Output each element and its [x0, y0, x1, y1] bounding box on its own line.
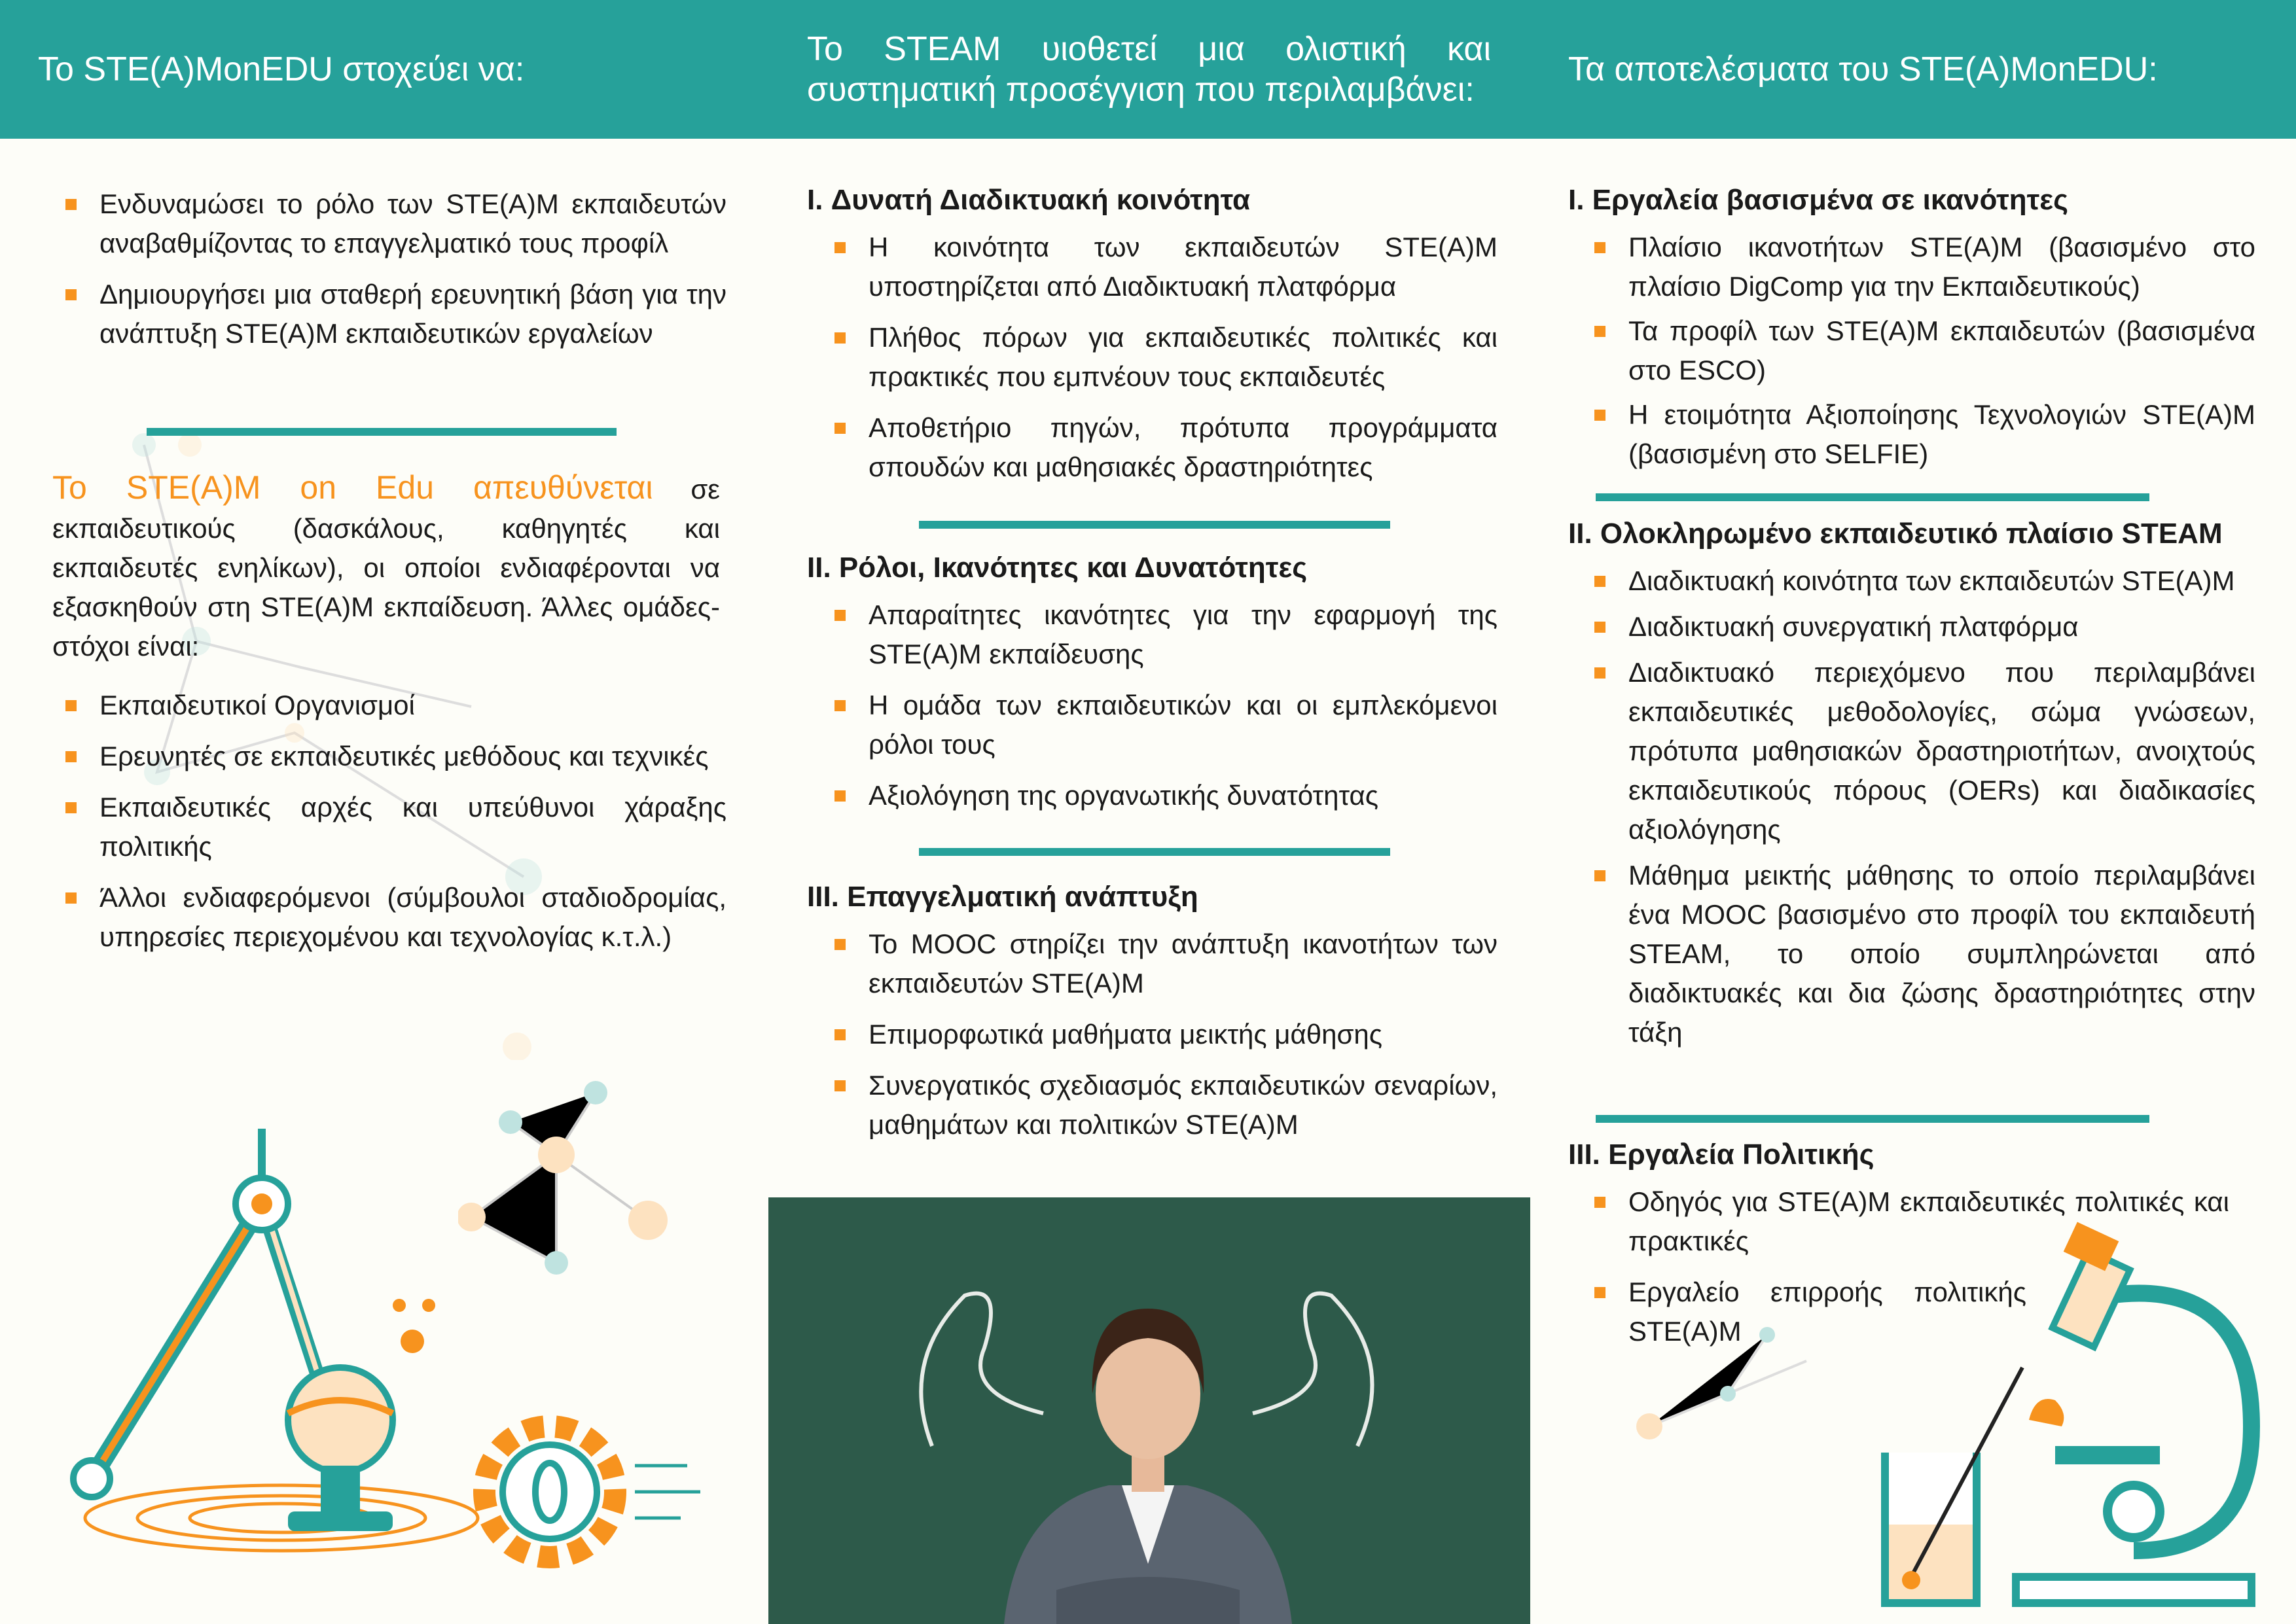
- list-item: Εκπαιδευτικοί Οργανισμοί: [65, 686, 726, 725]
- list-item: Διαδικτυακή κοινότητα των εκπαιδευτών STE(A)M: [1594, 561, 2255, 601]
- header-title: Το STE(A)MonEDU στοχεύει να:: [38, 50, 525, 88]
- list-item: Η ετοιμότητα Αξιοποίησης Τεχνολογιών STE(A)M (βασισμένη στο SELFIE): [1594, 395, 2255, 474]
- goals-list: [65, 185, 726, 365]
- section-title: III. Εργαλεία Πολιτικής: [1568, 1139, 1874, 1171]
- section-steam-framework: [1568, 514, 2255, 1064]
- audience-text: σε εκπαιδευτικούς (δασκάλους, καθηγητές και εκπαιδευτές ενηλίκων), οι οποίοι ενδιαφέρονται να εξασκηθούν στη STE(A)M εκπαίδευση. Άλλες ομάδες- στόχοι είναι:: [52, 474, 720, 662]
- list-item: Μάθημα μεικτής μάθησης το οποίο περιλαμβάνει ένα MOOC βασισμένο στο προφίλ του εκπαιδευτή STEAM, το οποίο συμπληρώνεται από διαδικτυακές και δια ζώσης δραστηριότητες στην τάξη: [1594, 856, 2255, 1052]
- section-roles: [807, 548, 1498, 827]
- audience-highlight: Το STE(A)M on Edu απευθύνεται: [52, 469, 653, 506]
- section-title: II. Ολοκληρωμένο εκπαιδευτικό πλαίσιο STEAM: [1568, 518, 2223, 550]
- list-item: Τα προφίλ των STE(A)M εκπαιδευτών (βασισμένα στο ESCO): [1594, 311, 2255, 390]
- divider: [1596, 1115, 2149, 1123]
- list-item: Εργαλείο επιρροής πολιτικής STE(A)M: [1594, 1273, 2026, 1351]
- compass-gear-illustration-icon: [59, 1125, 713, 1570]
- divider: [1596, 493, 2149, 501]
- header-title: Το STEAM υιοθετεί μια ολιστική και συστηματική προσέγγιση που περιλαμβάνει:: [807, 30, 1491, 109]
- target-groups-list: [65, 686, 726, 968]
- list-item: Επιμορφωτικά μαθήματα μεικτής μάθησης: [834, 1015, 1498, 1054]
- list-item: Διαδικτυακό περιεχόμενο που περιλαμβάνει εκπαιδευτικές μεθοδολογίες, σώμα γνώσεων, πρότυπα μαθησιακών δραστηριοτήτων, ανοιχτούς εκπαιδευτικούς πόρους (OERs) και διαδικασίες αξιολόγησης: [1594, 653, 2255, 849]
- divider: [919, 848, 1390, 856]
- list-item: Αποθετήριο πηγών, πρότυπα προγράμματα σπουδών και μαθησιακές δραστηριότητες: [834, 408, 1498, 487]
- divider: [919, 521, 1390, 529]
- section-title: I. Εργαλεία βασισμένα σε ικανότητες: [1568, 184, 2069, 216]
- section-title: III. Επαγγελματική ανάπτυξη: [807, 881, 1198, 913]
- section-online-community: [807, 181, 1498, 499]
- list-item: Δημιουργήσει μια σταθερή ερευνητική βάση για την ανάπτυξη STE(A)M εκπαιδευτικών εργαλείων: [65, 275, 726, 353]
- list-item: Η ομάδα των εκπαιδευτικών και οι εμπλεκόμενοι ρόλοι τους: [834, 686, 1498, 764]
- teacher-chalkboard-photo: [768, 1197, 1530, 1624]
- list-item: Απαραίτητες ικανότητες για την εφαρμογή της STE(A)M εκπαίδευσης: [834, 595, 1498, 674]
- divider: [147, 428, 617, 436]
- list-item: Ενδυναμώσει το ρόλο των STE(A)M εκπαιδευτών αναβαθμίζοντας το επαγγελματικό τους προφίλ: [65, 185, 726, 263]
- header-title: Τα αποτελέσματα του STE(A)MonEDU:: [1568, 50, 2158, 88]
- section-title: II. Ρόλοι, Ικανότητες και Δυνατότητες: [807, 552, 1308, 584]
- list-item: Συνεργατικός σχεδιασμός εκπαιδευτικών σεναρίων, μαθημάτων και πολιτικών STE(A)M: [834, 1066, 1498, 1144]
- audience-paragraph: [52, 468, 720, 666]
- section-professional-development: [807, 877, 1498, 1156]
- header-col3: [1530, 0, 2296, 139]
- list-item: Εκπαιδευτικές αρχές και υπεύθυνοι χάραξης πολιτικής: [65, 788, 726, 866]
- list-item: Διαδικτυακή συνεργατική πλατφόρμα: [1594, 607, 2255, 646]
- list-item: Η κοινότητα των εκπαιδευτών STE(A)M υποστηρίζεται από Διαδικτυακή πλατφόρμα: [834, 228, 1498, 306]
- header-col2: [761, 0, 1530, 139]
- list-item: Ερευνητές σε εκπαιδευτικές μεθόδους και τεχνικές: [65, 737, 726, 776]
- list-item: Οδηγός για STE(A)M εκπαιδευτικές πολιτικές και πρακτικές: [1594, 1182, 2229, 1261]
- microscope-beaker-illustration-icon: [1610, 1210, 2291, 1616]
- list-item: Πλήθος πόρων για εκπαιδευτικές πολιτικές και πρακτικές που εμπνέουν τους εκπαιδευτές: [834, 318, 1498, 397]
- list-item: Πλαίσιο ικανοτήτων STE(A)M (βασισμένο στο πλαίσιο DigComp για την Εκπαιδευτικούς): [1594, 228, 2255, 306]
- list-item: Άλλοι ενδιαφερόμενοι (σύμβουλοι σταδιοδρομίας, υπηρεσίες περιεχομένου και τεχνολογίας κ.τ.λ.): [65, 878, 726, 957]
- list-item: Αξιολόγηση της οργανωτικής δυνατότητας: [834, 776, 1498, 815]
- section-title: I. Δυνατή Διαδικτυακή κοινότητα: [807, 184, 1251, 216]
- list-item: Το MOOC στηρίζει την ανάπτυξη ικανοτήτων των εκπαιδευτών STE(A)M: [834, 925, 1498, 1003]
- section-competence-tools: [1568, 181, 2255, 485]
- header-col1: [0, 0, 761, 139]
